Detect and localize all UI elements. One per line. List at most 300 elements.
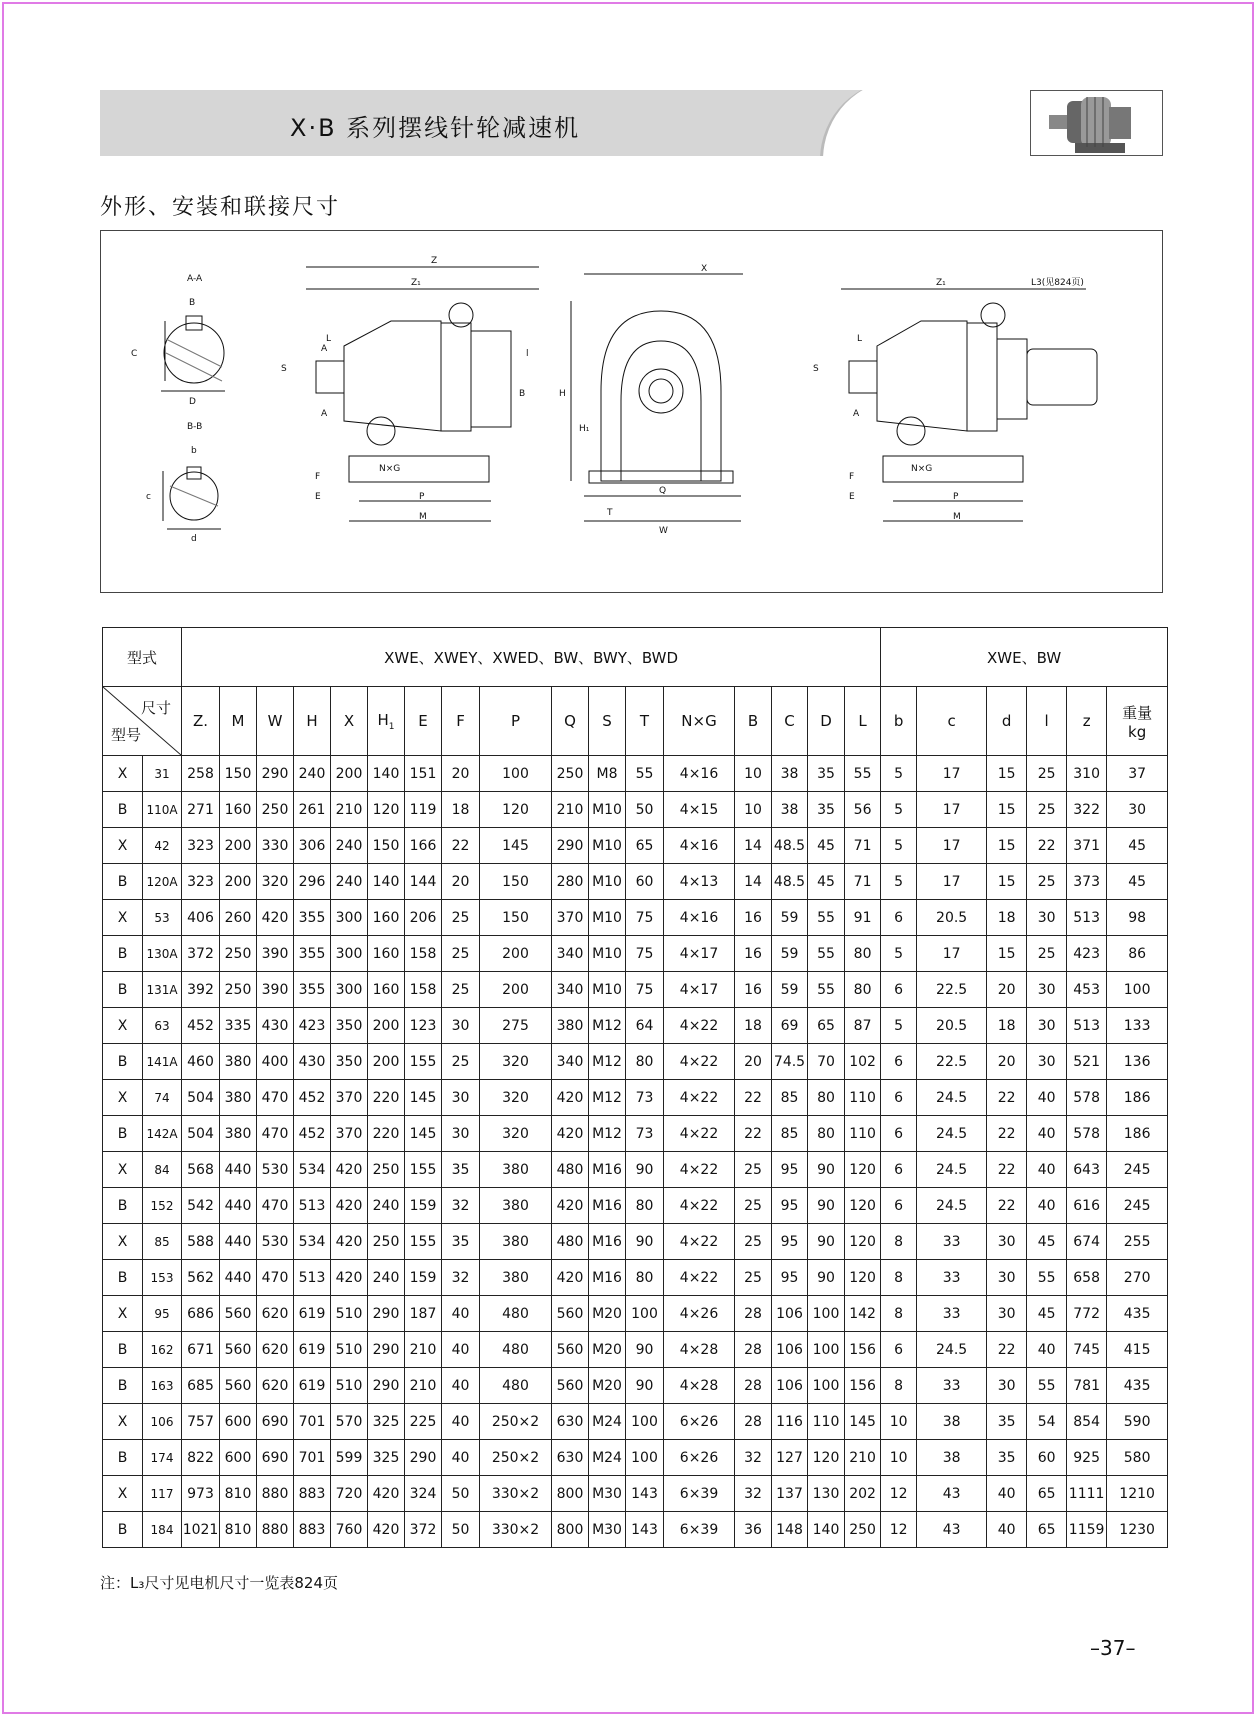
table-cell: 145: [405, 1116, 442, 1152]
table-cell: 148: [772, 1512, 808, 1548]
table-cell: 6: [881, 1152, 917, 1188]
table-cell: 440: [220, 1260, 257, 1296]
table-cell: 560: [220, 1332, 257, 1368]
table-cell: 250: [552, 756, 589, 792]
table-cell: 300: [331, 936, 368, 972]
label-aa: A-A: [187, 274, 203, 284]
table-cell: 30: [987, 1296, 1027, 1332]
table-cell: 71: [845, 864, 881, 900]
table-cell: 210: [405, 1368, 442, 1404]
table-cell: 380: [480, 1224, 552, 1260]
table-cell: 568: [182, 1152, 220, 1188]
row-series: X: [103, 828, 143, 864]
dimension-table: [102, 627, 1168, 1548]
table-cell: M12: [589, 1008, 626, 1044]
row-series: B: [103, 1368, 143, 1404]
table-cell: 925: [1067, 1440, 1107, 1476]
table-cell: 420: [368, 1512, 405, 1548]
col-header: H: [294, 687, 331, 756]
table-cell: 32: [735, 1476, 772, 1512]
table-cell: 22.5: [917, 972, 987, 1008]
row-model: 163: [143, 1368, 182, 1404]
table-cell: 35: [987, 1440, 1027, 1476]
table-cell: 22: [987, 1080, 1027, 1116]
table-cell: 22: [1027, 828, 1067, 864]
table-cell: 4×22: [664, 1224, 735, 1260]
table-cell: 480: [552, 1224, 589, 1260]
table-cell: 40: [442, 1296, 480, 1332]
table-cell: 80: [845, 972, 881, 1008]
row-series: X: [103, 1296, 143, 1332]
table-cell: 380: [220, 1080, 257, 1116]
table-cell: 513: [294, 1260, 331, 1296]
table-cell: 22.5: [917, 1044, 987, 1080]
table-cell: 380: [220, 1116, 257, 1152]
table-cell: 20: [987, 1044, 1027, 1080]
table-cell: 142: [845, 1296, 881, 1332]
table-cell: 420: [552, 1116, 589, 1152]
col-header-h1: [368, 687, 405, 756]
table-cell: 5: [881, 1008, 917, 1044]
table-cell: 80: [808, 1080, 845, 1116]
table-cell: M10: [589, 972, 626, 1008]
table-cell: 290: [368, 1296, 405, 1332]
table-cell: 781: [1067, 1368, 1107, 1404]
page-number: –37–: [1090, 1636, 1136, 1660]
table-cell: 325: [368, 1440, 405, 1476]
table-cell: 255: [1107, 1224, 1168, 1260]
table-cell: 14: [735, 828, 772, 864]
footnote: 注：L₃尺寸见电机尺寸一览表824页: [100, 1574, 339, 1592]
table-cell: 60: [1027, 1440, 1067, 1476]
table-cell: 133: [1107, 1008, 1168, 1044]
table-cell: 470: [257, 1260, 294, 1296]
table-cell: 74.5: [772, 1044, 808, 1080]
table-cell: 570: [331, 1404, 368, 1440]
table-cell: 690: [257, 1404, 294, 1440]
table-cell: 150: [480, 864, 552, 900]
table-cell: 250: [220, 936, 257, 972]
table-cell: 75: [626, 972, 664, 1008]
col-header: L: [845, 687, 881, 756]
table-cell: 55: [808, 936, 845, 972]
table-cell: 54: [1027, 1404, 1067, 1440]
table-cell: 290: [257, 756, 294, 792]
table-cell: 24.5: [917, 1116, 987, 1152]
table-cell: 143: [626, 1512, 664, 1548]
table-cell: 110: [845, 1080, 881, 1116]
label-bb: B-B: [187, 422, 203, 432]
row-model: 117: [143, 1476, 182, 1512]
table-cell: 69: [772, 1008, 808, 1044]
table-cell: M12: [589, 1116, 626, 1152]
table-cell: 8: [881, 1368, 917, 1404]
table-cell: 38: [772, 756, 808, 792]
table-cell: 350: [331, 1044, 368, 1080]
row-model: 110A: [143, 792, 182, 828]
table-cell: 534: [294, 1224, 331, 1260]
dimension-drawing: [100, 230, 1163, 593]
table-cell: 225: [405, 1404, 442, 1440]
table-cell: 6: [881, 1044, 917, 1080]
table-cell: 6×26: [664, 1404, 735, 1440]
col-header: d: [987, 687, 1027, 756]
table-cell: 340: [552, 1044, 589, 1080]
table-cell: 560: [220, 1368, 257, 1404]
row-series: B: [103, 1512, 143, 1548]
table-row: [103, 972, 1168, 1008]
table-cell: 261: [294, 792, 331, 828]
label-B-side: B: [519, 389, 526, 399]
table-cell: 800: [552, 1476, 589, 1512]
table-cell: 55: [1027, 1260, 1067, 1296]
table-cell: 35: [987, 1404, 1027, 1440]
table-cell: 630: [552, 1404, 589, 1440]
label-NxG: N×G: [379, 464, 401, 474]
label-T: T: [607, 508, 613, 518]
col-header: C: [772, 687, 808, 756]
row-series: X: [103, 1476, 143, 1512]
table-cell: 144: [405, 864, 442, 900]
row-series: B: [103, 972, 143, 1008]
table-cell: 155: [405, 1152, 442, 1188]
reducer-icon: [1031, 91, 1163, 156]
table-cell: 599: [331, 1440, 368, 1476]
table-cell: 10: [735, 792, 772, 828]
table-row: [103, 1404, 1168, 1440]
table-cell: 20.5: [917, 1008, 987, 1044]
table-cell: 65: [808, 1008, 845, 1044]
table-cell: M10: [589, 792, 626, 828]
table-cell: 300: [331, 900, 368, 936]
table-cell: 460: [182, 1044, 220, 1080]
table-cell: 75: [626, 900, 664, 936]
table-cell: 6×26: [664, 1440, 735, 1476]
table-cell: 200: [220, 864, 257, 900]
table-cell: 33: [917, 1296, 987, 1332]
table-cell: 25: [1027, 936, 1067, 972]
table-cell: 701: [294, 1404, 331, 1440]
motor-side-view: [813, 277, 1097, 522]
table-cell: 600: [220, 1440, 257, 1476]
table-row: [103, 936, 1168, 972]
table-cell: 75: [626, 936, 664, 972]
table-cell: 90: [808, 1188, 845, 1224]
table-cell: 140: [368, 864, 405, 900]
table-row: [103, 864, 1168, 900]
row-model: 184: [143, 1512, 182, 1548]
table-row: [103, 1044, 1168, 1080]
table-cell: M24: [589, 1440, 626, 1476]
table-cell: 420: [552, 1080, 589, 1116]
table-cell: 127: [772, 1440, 808, 1476]
col-header: D: [808, 687, 845, 756]
label-L3: L3(见824页): [1031, 278, 1084, 288]
table-cell: 4×22: [664, 1260, 735, 1296]
table-cell: 270: [1107, 1260, 1168, 1296]
table-cell: 250×2: [480, 1404, 552, 1440]
table-cell: 200: [220, 828, 257, 864]
table-cell: 24.5: [917, 1188, 987, 1224]
row-model: 120A: [143, 864, 182, 900]
table-cell: 590: [1107, 1404, 1168, 1440]
table-cell: 95: [772, 1260, 808, 1296]
row-series: X: [103, 1404, 143, 1440]
table-cell: 580: [1107, 1440, 1168, 1476]
table-cell: 25: [1027, 864, 1067, 900]
table-cell: 330×2: [480, 1512, 552, 1548]
table-cell: 40: [1027, 1080, 1067, 1116]
table-cell: 40: [1027, 1152, 1067, 1188]
table-cell: M20: [589, 1296, 626, 1332]
table-cell: 45: [1107, 864, 1168, 900]
table-cell: 8: [881, 1296, 917, 1332]
table-cell: 28: [735, 1404, 772, 1440]
label-L-motor: L: [857, 334, 863, 344]
table-cell: 720: [331, 1476, 368, 1512]
table-cell: 30: [442, 1116, 480, 1152]
table-cell: 658: [1067, 1260, 1107, 1296]
table-cell: 55: [808, 972, 845, 1008]
label-Z1-motor: Z₁: [936, 278, 946, 288]
table-cell: 22: [987, 1332, 1027, 1368]
table-row: [103, 1440, 1168, 1476]
table-cell: 310: [1067, 756, 1107, 792]
table-cell: 415: [1107, 1332, 1168, 1368]
label-c: c: [146, 492, 151, 502]
table-cell: 220: [368, 1080, 405, 1116]
table-cell: 240: [331, 828, 368, 864]
table-cell: 28: [735, 1368, 772, 1404]
header-band: [100, 90, 1163, 156]
table-cell: 370: [552, 900, 589, 936]
table-cell: 155: [405, 1224, 442, 1260]
table-cell: 340: [552, 936, 589, 972]
table-cell: 37: [1107, 756, 1168, 792]
table-cell: 28: [735, 1296, 772, 1332]
table-cell: 38: [772, 792, 808, 828]
table-cell: 275: [480, 1008, 552, 1044]
table-cell: 187: [405, 1296, 442, 1332]
table-cell: 40: [987, 1476, 1027, 1512]
table-cell: 1021: [182, 1512, 220, 1548]
table-cell: 98: [1107, 900, 1168, 936]
table-row: [103, 900, 1168, 936]
table-cell: 745: [1067, 1332, 1107, 1368]
table-cell: 370: [331, 1080, 368, 1116]
row-model: 162: [143, 1332, 182, 1368]
table-cell: 4×17: [664, 972, 735, 1008]
table-cell: 65: [626, 828, 664, 864]
table-cell: 200: [480, 972, 552, 1008]
table-cell: 110: [845, 1116, 881, 1152]
table-cell: 80: [626, 1188, 664, 1224]
table-cell: 40: [1027, 1332, 1067, 1368]
row-model: 74: [143, 1080, 182, 1116]
table-cell: 6×39: [664, 1476, 735, 1512]
weight-label: 重量: [1122, 703, 1153, 722]
table-cell: 973: [182, 1476, 220, 1512]
table-cell: 435: [1107, 1368, 1168, 1404]
table-cell: 250: [368, 1224, 405, 1260]
table-cell: 380: [220, 1044, 257, 1080]
table-cell: 250: [220, 972, 257, 1008]
row-series: X: [103, 1224, 143, 1260]
table-cell: M8: [589, 756, 626, 792]
row-model: 130A: [143, 936, 182, 972]
table-cell: 150: [480, 900, 552, 936]
row-series: B: [103, 1044, 143, 1080]
table-cell: 151: [405, 756, 442, 792]
table-cell: 17: [917, 936, 987, 972]
table-cell: 335: [220, 1008, 257, 1044]
table-row: [103, 1476, 1168, 1512]
table-cell: 186: [1107, 1116, 1168, 1152]
col-header: Q: [552, 687, 589, 756]
table-cell: 90: [808, 1260, 845, 1296]
table-cell: 560: [552, 1296, 589, 1332]
table-cell: 4×22: [664, 1188, 735, 1224]
table-cell: 250: [368, 1152, 405, 1188]
table-cell: 296: [294, 864, 331, 900]
section-title: 外形、安装和联接尺寸: [100, 195, 341, 220]
table-cell: 542: [182, 1188, 220, 1224]
type-label: 型式: [103, 628, 182, 687]
label-P: P: [419, 492, 425, 502]
table-cell: 470: [257, 1080, 294, 1116]
table-cell: 70: [808, 1044, 845, 1080]
table-cell: 15: [987, 756, 1027, 792]
table-cell: 685: [182, 1368, 220, 1404]
table-cell: 12: [881, 1512, 917, 1548]
table-cell: 120: [808, 1440, 845, 1476]
table-cell: 6: [881, 972, 917, 1008]
table-cell: 15: [987, 936, 1027, 972]
table-cell: 25: [442, 1044, 480, 1080]
table-cell: 80: [845, 936, 881, 972]
table-cell: 513: [294, 1188, 331, 1224]
table-cell: 140: [368, 756, 405, 792]
row-series: B: [103, 1260, 143, 1296]
table-cell: 420: [552, 1188, 589, 1224]
col-header: l: [1027, 687, 1067, 756]
table-cell: 87: [845, 1008, 881, 1044]
row-series: B: [103, 864, 143, 900]
table-cell: 10: [881, 1404, 917, 1440]
table-cell: 73: [626, 1116, 664, 1152]
table-cell: 22: [735, 1116, 772, 1152]
table-cell: 380: [480, 1188, 552, 1224]
table-cell: 120: [845, 1152, 881, 1188]
label-d: d: [191, 534, 197, 544]
table-cell: 30: [987, 1260, 1027, 1296]
table-cell: 440: [220, 1152, 257, 1188]
table-cell: 420: [331, 1188, 368, 1224]
table-cell: 156: [845, 1332, 881, 1368]
shaft-section-bb: [146, 422, 221, 544]
table-cell: 290: [368, 1368, 405, 1404]
table-cell: 8: [881, 1260, 917, 1296]
table-cell: 123: [405, 1008, 442, 1044]
table-cell: 40: [1027, 1116, 1067, 1152]
table-row: [103, 1116, 1168, 1152]
corner-bottom-label: 型号: [111, 726, 142, 744]
table-cell: 530: [257, 1224, 294, 1260]
table-cell: 48.5: [772, 828, 808, 864]
table-cell: 510: [331, 1296, 368, 1332]
table-cell: 120: [845, 1224, 881, 1260]
table-cell: 578: [1067, 1116, 1107, 1152]
row-model: 174: [143, 1440, 182, 1476]
table-cell: 371: [1067, 828, 1107, 864]
table-cell: 50: [442, 1512, 480, 1548]
label-P-motor: P: [953, 492, 959, 502]
table-cell: 119: [405, 792, 442, 828]
table-cell: 854: [1067, 1404, 1107, 1440]
table-cell: 620: [257, 1296, 294, 1332]
table-cell: 619: [294, 1332, 331, 1368]
table-cell: 534: [294, 1152, 331, 1188]
row-model: 142A: [143, 1116, 182, 1152]
table-cell: 5: [881, 864, 917, 900]
table-cell: 25: [442, 972, 480, 1008]
table-cell: 45: [808, 864, 845, 900]
table-cell: 240: [368, 1188, 405, 1224]
label-H1: H₁: [579, 424, 590, 434]
table-cell: 156: [845, 1368, 881, 1404]
label-Z1: Z₁: [411, 278, 421, 288]
label-S-motor: S: [813, 364, 819, 374]
table-cell: 35: [808, 756, 845, 792]
table-cell: 620: [257, 1332, 294, 1368]
table-cell: 4×28: [664, 1368, 735, 1404]
table-cell: 400: [257, 1044, 294, 1080]
table-cell: 22: [987, 1116, 1027, 1152]
table-cell: 40: [442, 1332, 480, 1368]
table-cell: 59: [772, 936, 808, 972]
table-cell: 30: [442, 1008, 480, 1044]
table-cell: 158: [405, 936, 442, 972]
table-cell: 4×22: [664, 1116, 735, 1152]
table-cell: 36: [735, 1512, 772, 1548]
shaft-section-aa: [131, 274, 225, 407]
table-cell: M16: [589, 1152, 626, 1188]
table-cell: 200: [331, 756, 368, 792]
corner-header: [103, 687, 182, 756]
table-cell: 120: [480, 792, 552, 828]
table-cell: 4×22: [664, 1152, 735, 1188]
label-b: b: [191, 446, 197, 456]
h1-main: H: [377, 710, 389, 729]
label-D: D: [189, 397, 196, 407]
row-model: 63: [143, 1008, 182, 1044]
table-row: [103, 1260, 1168, 1296]
table-cell: 10: [735, 756, 772, 792]
table-row: [103, 1008, 1168, 1044]
col-header: N×G: [664, 687, 735, 756]
table-cell: 120: [845, 1260, 881, 1296]
table-cell: 6: [881, 1080, 917, 1116]
table-cell: 100: [808, 1296, 845, 1332]
table-cell: 671: [182, 1332, 220, 1368]
table-row: [103, 1188, 1168, 1224]
table-cell: 60: [626, 864, 664, 900]
table-cell: 206: [405, 900, 442, 936]
table-cell: 80: [626, 1044, 664, 1080]
col-header: P: [480, 687, 552, 756]
label-E-motor: E: [849, 492, 855, 502]
table-cell: M16: [589, 1224, 626, 1260]
